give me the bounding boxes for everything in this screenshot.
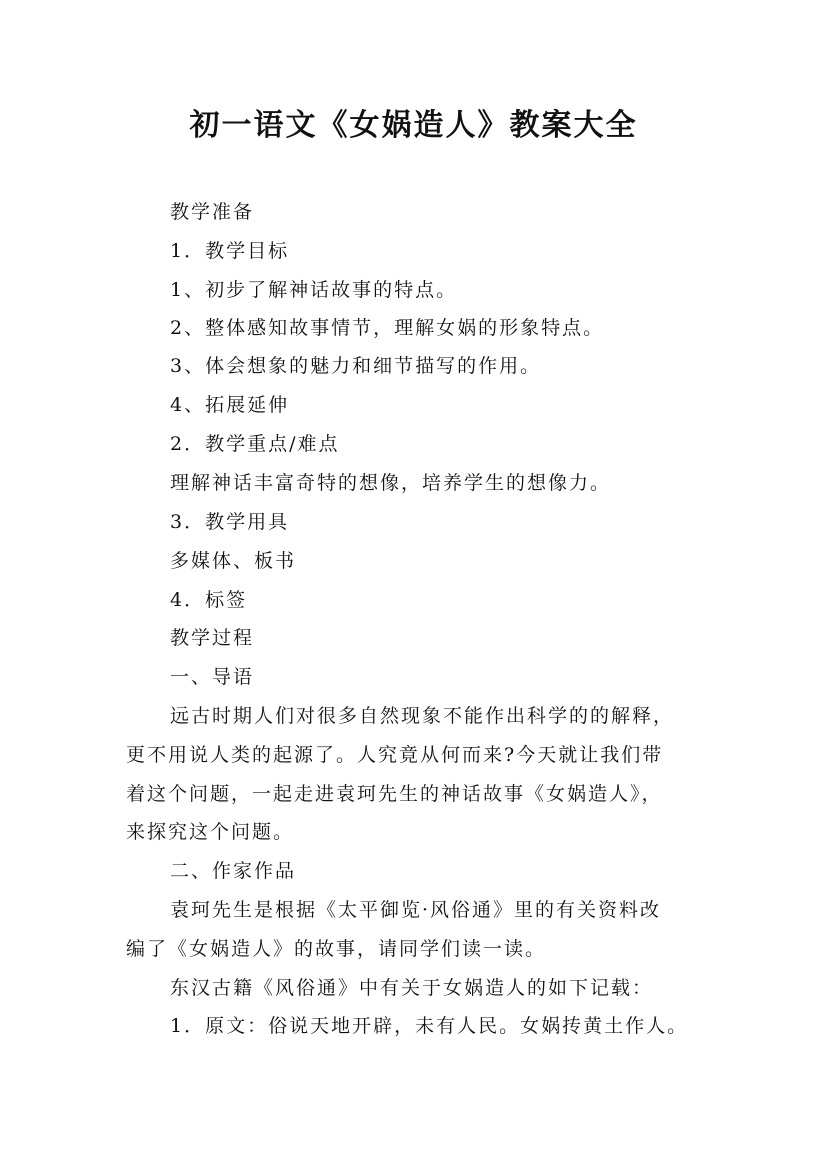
- subheading: 3．教学用具: [170, 511, 290, 533]
- paragraph-line: 袁珂先生是根据《太平御览·风俗通》里的有关资料改: [170, 899, 662, 921]
- paragraph-line: 来探究这个问题。: [126, 821, 295, 843]
- subheading: 2．教学重点/难点: [170, 433, 340, 455]
- paragraph-line: 理解神话丰富奇特的想像，培养学生的想像力。: [170, 472, 612, 494]
- paragraph-line: 4、拓展延伸: [170, 394, 290, 416]
- subheading: 二、作家作品: [170, 860, 297, 882]
- paragraph-line: 1．原文：俗说天地开辟，未有人民。女娲抟黄土作人。: [170, 1015, 689, 1037]
- subheading: 1．教学目标: [170, 240, 290, 262]
- section-heading: 教学准备: [170, 201, 255, 223]
- document-title: 初一语文《女娲造人》教案大全: [189, 108, 638, 143]
- paragraph-line: 着这个问题，一起走进袁珂先生的神话故事《女娲造人》，: [126, 783, 663, 805]
- subheading: 一、导语: [170, 666, 255, 688]
- section-heading: 教学过程: [170, 627, 255, 649]
- paragraph-line: 东汉古籍《风俗通》中有关于女娲造人的如下记载：: [170, 977, 654, 999]
- paragraph-line: 远古时期人们对很多自然现象不能作出科学的的解释，: [170, 705, 675, 727]
- paragraph-line: 2、整体感知故事情节，理解女娲的形象特点。: [170, 317, 605, 339]
- paragraph-line: 编了《女娲造人》的故事，请同学们读一读。: [126, 938, 547, 960]
- subheading: 4．标签: [170, 589, 248, 611]
- paragraph-line: 更不用说人类的起源了。人究竟从何而来?今天就让我们带: [126, 744, 664, 766]
- paragraph-line: 1、初步了解神话故事的特点。: [170, 279, 458, 301]
- paragraph-line: 多媒体、板书: [170, 550, 297, 572]
- paragraph-line: 3、体会想象的魅力和细节描写的作用。: [170, 355, 542, 377]
